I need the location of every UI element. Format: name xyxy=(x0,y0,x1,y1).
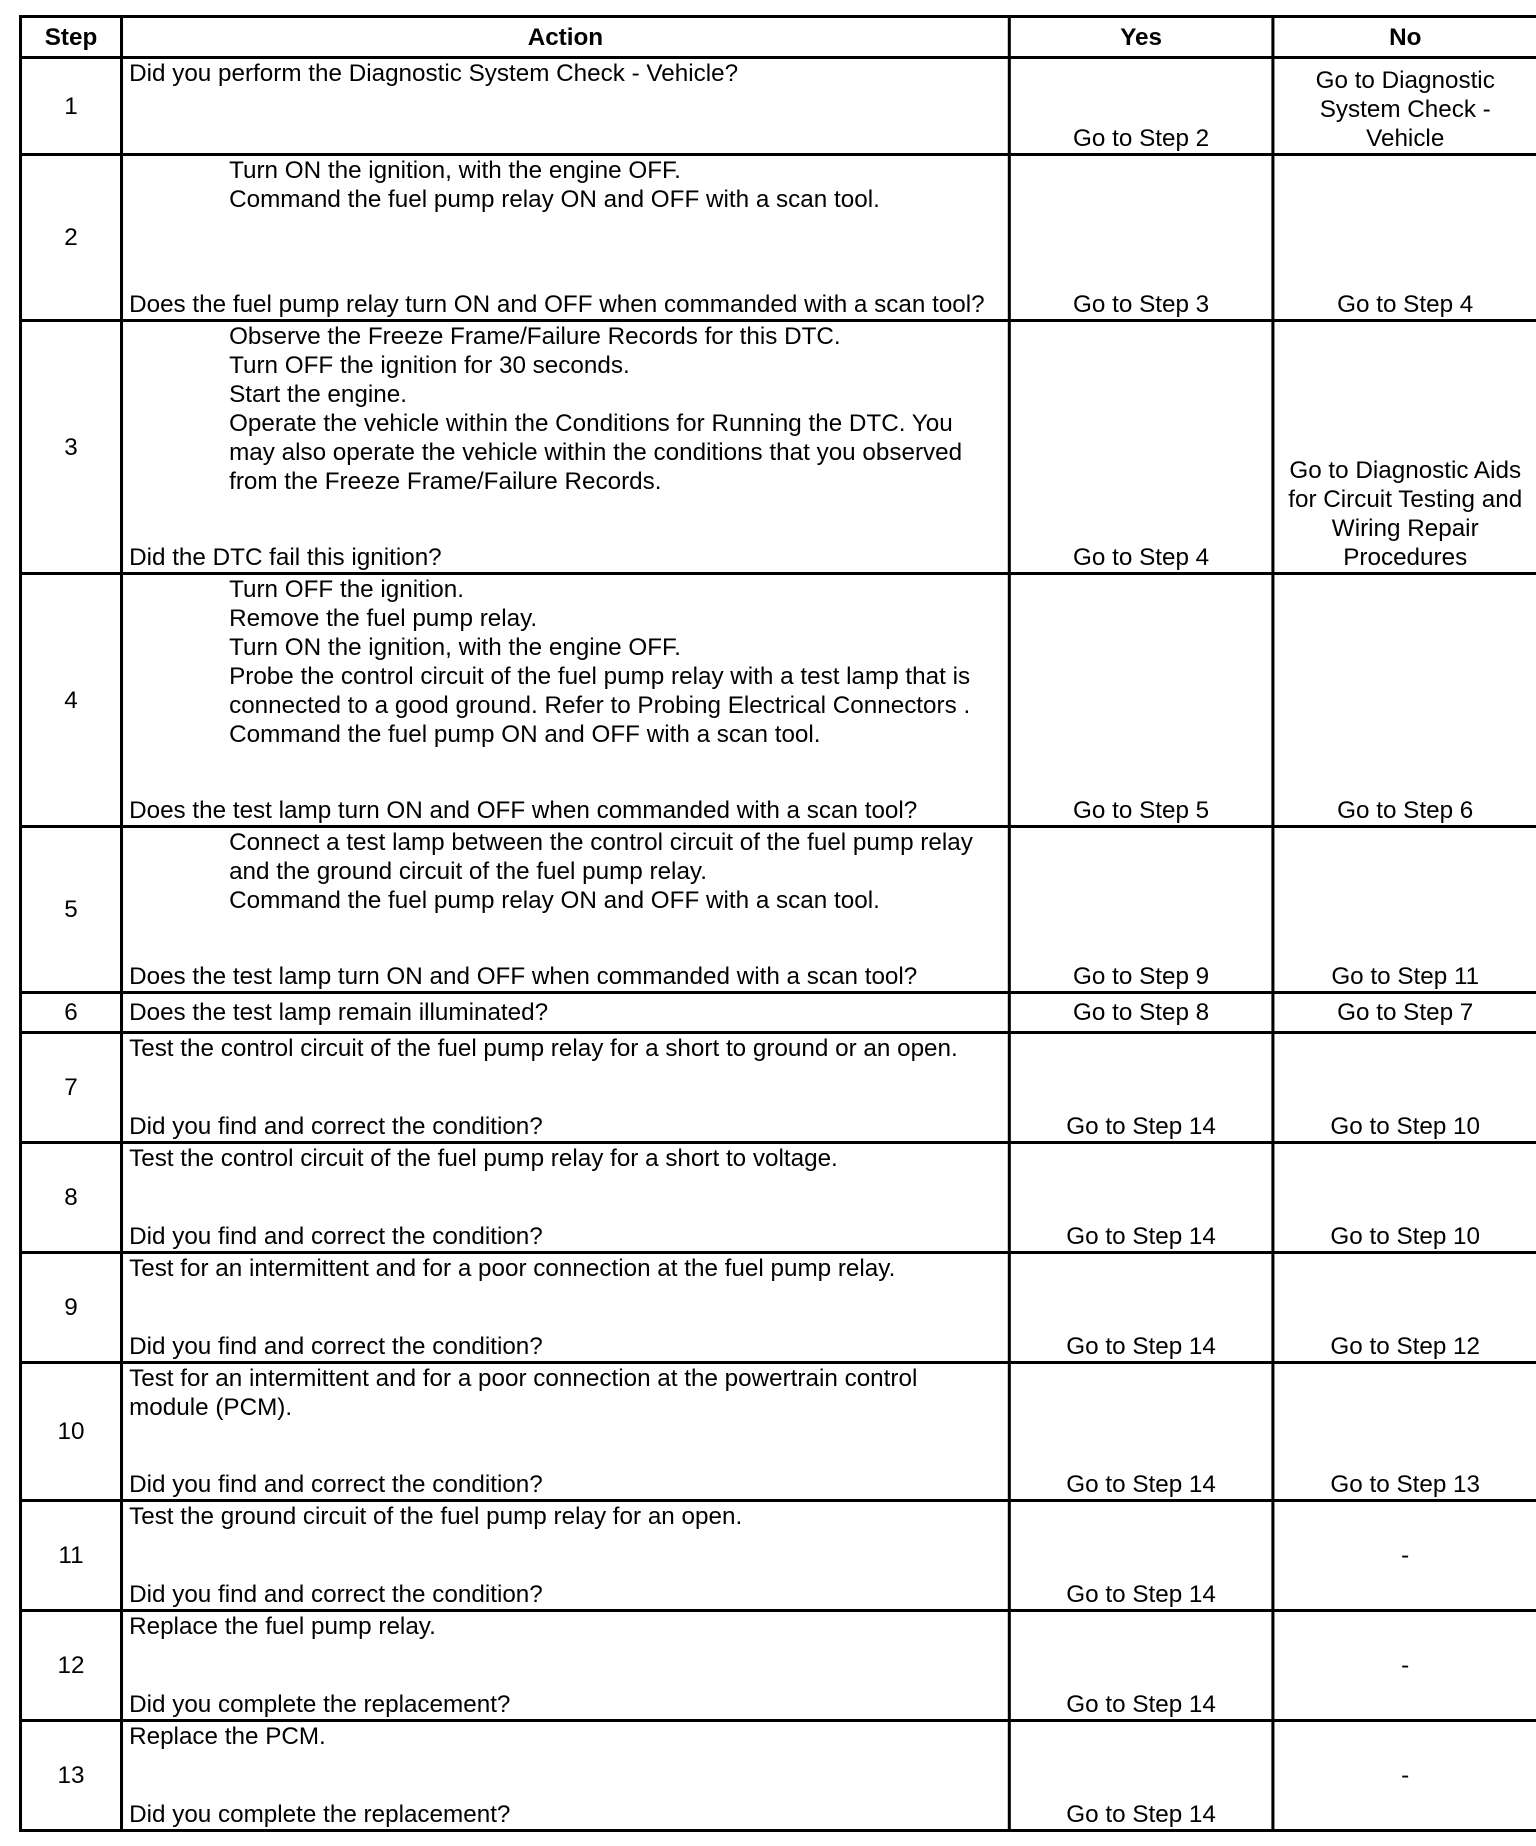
substep-text: Connect a test lamp between the control circuit of the fuel pump relay and the ground circuit of the fuel pump relay. xyxy=(229,829,973,885)
action-cell xyxy=(122,827,1010,993)
action-cell xyxy=(122,1501,1010,1611)
action-text: Did you perform the Diagnostic System Check - Vehicle? xyxy=(129,60,739,87)
step-number: 1 xyxy=(21,58,122,155)
action-cell xyxy=(122,1721,1010,1831)
action-substeps xyxy=(129,575,1002,749)
action-cell xyxy=(122,574,1010,827)
question-text: Did you find and correct the condition? xyxy=(129,1113,543,1140)
no-link[interactable]: Go to Step 6 xyxy=(1273,574,1536,827)
no-dash: - xyxy=(1273,1611,1536,1721)
substep-text: Start the engine. xyxy=(229,381,407,408)
step-number: 7 xyxy=(21,1033,122,1143)
table-row xyxy=(21,1253,1536,1363)
action-text: Test the control circuit of the fuel pump relay for a short to ground or an open. xyxy=(129,1035,958,1062)
no-link[interactable]: Go to Step 7 xyxy=(1273,993,1536,1033)
no-link[interactable]: Go to Step 12 xyxy=(1273,1253,1536,1363)
yes-link[interactable]: Go to Step 14 xyxy=(1009,1033,1273,1143)
substep-text: Operate the vehicle within the Conditions for Running the DTC. You may also operate the vehicle within the conditions that you observed from the Freeze Frame/Failure Records. xyxy=(229,410,963,495)
action-text: Test for an intermittent and for a poor connection at the powertrain control module (PCM). xyxy=(129,1365,918,1421)
step-number: 12 xyxy=(21,1611,122,1721)
yes-link[interactable]: Go to Step 14 xyxy=(1009,1501,1273,1611)
substep-text: Probe the control circuit of the fuel pump relay with a test lamp that is connected to a good ground. Refer to Probing Electrical Connectors . xyxy=(229,663,971,719)
yes-link[interactable]: Go to Step 14 xyxy=(1009,1363,1273,1501)
action-text: Test for an intermittent and for a poor connection at the fuel pump relay. xyxy=(129,1255,896,1282)
header-yes: Yes xyxy=(1009,17,1273,58)
step-number: 8 xyxy=(21,1143,122,1253)
step-number: 3 xyxy=(21,321,122,574)
table-row xyxy=(21,1721,1536,1831)
action-text: Replace the PCM. xyxy=(129,1723,326,1750)
table-header-row xyxy=(21,17,1536,58)
action-cell xyxy=(122,321,1010,574)
yes-link[interactable]: Go to Step 5 xyxy=(1009,574,1273,827)
no-link[interactable]: Go to Step 13 xyxy=(1273,1363,1536,1501)
step-number: 13 xyxy=(21,1721,122,1831)
action-substeps xyxy=(129,156,1002,214)
step-number: 4 xyxy=(21,574,122,827)
question-text: Does the fuel pump relay turn ON and OFF when commanded with a scan tool? xyxy=(129,291,985,318)
substep-text: Turn ON the ignition, with the engine OFF. xyxy=(229,157,681,184)
yes-link[interactable]: Go to Step 4 xyxy=(1009,321,1273,574)
action-cell xyxy=(122,1143,1010,1253)
action-cell xyxy=(122,993,1010,1033)
action-substeps xyxy=(129,322,1002,496)
no-link[interactable]: Go to Diagnostic Aids for Circuit Testing and Wiring Repair Procedures xyxy=(1273,321,1536,574)
question-text: Did you complete the replacement? xyxy=(129,1691,511,1718)
question-text: Did you find and correct the condition? xyxy=(129,1471,543,1498)
question-text: Did the DTC fail this ignition? xyxy=(129,544,442,571)
diagnostic-table xyxy=(19,15,1536,1832)
step-number: 2 xyxy=(21,155,122,321)
step-number: 6 xyxy=(21,993,122,1033)
action-cell xyxy=(122,58,1010,155)
question-text: Does the test lamp turn ON and OFF when commanded with a scan tool? xyxy=(129,963,918,990)
table-row xyxy=(21,1363,1536,1501)
no-link[interactable]: Go to Diagnostic System Check - Vehicle xyxy=(1273,58,1536,155)
step-number: 9 xyxy=(21,1253,122,1363)
table-row xyxy=(21,827,1536,993)
question-text: Did you find and correct the condition? xyxy=(129,1223,543,1250)
question-text: Did you find and correct the condition? xyxy=(129,1333,543,1360)
no-link[interactable]: Go to Step 11 xyxy=(1273,827,1536,993)
no-link[interactable]: Go to Step 10 xyxy=(1273,1033,1536,1143)
step-number: 10 xyxy=(21,1363,122,1501)
action-text: Replace the fuel pump relay. xyxy=(129,1613,436,1640)
question-text: Did you find and correct the condition? xyxy=(129,1581,543,1608)
yes-link[interactable]: Go to Step 14 xyxy=(1009,1721,1273,1831)
action-substeps xyxy=(129,828,1002,915)
yes-link[interactable]: Go to Step 9 xyxy=(1009,827,1273,993)
substep-text: Turn ON the ignition, with the engine OFF. xyxy=(229,634,681,661)
step-number: 11 xyxy=(21,1501,122,1611)
substep-text: Command the fuel pump relay ON and OFF with a scan tool. xyxy=(229,887,880,914)
substep-text: Observe the Freeze Frame/Failure Records for this DTC. xyxy=(229,323,841,350)
action-text: Test the control circuit of the fuel pump relay for a short to voltage. xyxy=(129,1145,838,1172)
table-row xyxy=(21,1501,1536,1611)
question-text: Does the test lamp remain illuminated? xyxy=(129,999,549,1026)
action-cell xyxy=(122,1363,1010,1501)
substep-text: Turn OFF the ignition for 30 seconds. xyxy=(229,352,630,379)
table-row xyxy=(21,1033,1536,1143)
substep-text: Command the fuel pump relay ON and OFF with a scan tool. xyxy=(229,186,880,213)
header-no: No xyxy=(1273,17,1536,58)
yes-link[interactable]: Go to Step 14 xyxy=(1009,1143,1273,1253)
step-number: 5 xyxy=(21,827,122,993)
yes-link[interactable]: Go to Step 14 xyxy=(1009,1253,1273,1363)
no-link[interactable]: Go to Step 10 xyxy=(1273,1143,1536,1253)
action-cell xyxy=(122,155,1010,321)
header-action: Action xyxy=(122,17,1010,58)
table-row xyxy=(21,1611,1536,1721)
no-link[interactable]: Go to Step 4 xyxy=(1273,155,1536,321)
table-row xyxy=(21,321,1536,574)
yes-link[interactable]: Go to Step 2 xyxy=(1009,58,1273,155)
header-step: Step xyxy=(21,17,122,58)
question-text: Does the test lamp turn ON and OFF when commanded with a scan tool? xyxy=(129,797,918,824)
action-cell xyxy=(122,1253,1010,1363)
no-dash: - xyxy=(1273,1501,1536,1611)
table-row xyxy=(21,993,1536,1033)
substep-text: Turn OFF the ignition. xyxy=(229,576,464,603)
yes-link[interactable]: Go to Step 8 xyxy=(1009,993,1273,1033)
table-row xyxy=(21,155,1536,321)
action-text: Test the ground circuit of the fuel pump relay for an open. xyxy=(129,1503,743,1530)
action-cell xyxy=(122,1033,1010,1143)
substep-text: Command the fuel pump ON and OFF with a scan tool. xyxy=(229,721,821,748)
table-row xyxy=(21,1143,1536,1253)
yes-link[interactable]: Go to Step 3 xyxy=(1009,155,1273,321)
table-row xyxy=(21,574,1536,827)
substep-text: Remove the fuel pump relay. xyxy=(229,605,538,632)
diagnostic-table-page xyxy=(19,15,1536,1830)
table-row xyxy=(21,58,1536,155)
no-dash: - xyxy=(1273,1721,1536,1831)
question-text: Did you complete the replacement? xyxy=(129,1801,511,1828)
action-cell xyxy=(122,1611,1010,1721)
yes-link[interactable]: Go to Step 14 xyxy=(1009,1611,1273,1721)
